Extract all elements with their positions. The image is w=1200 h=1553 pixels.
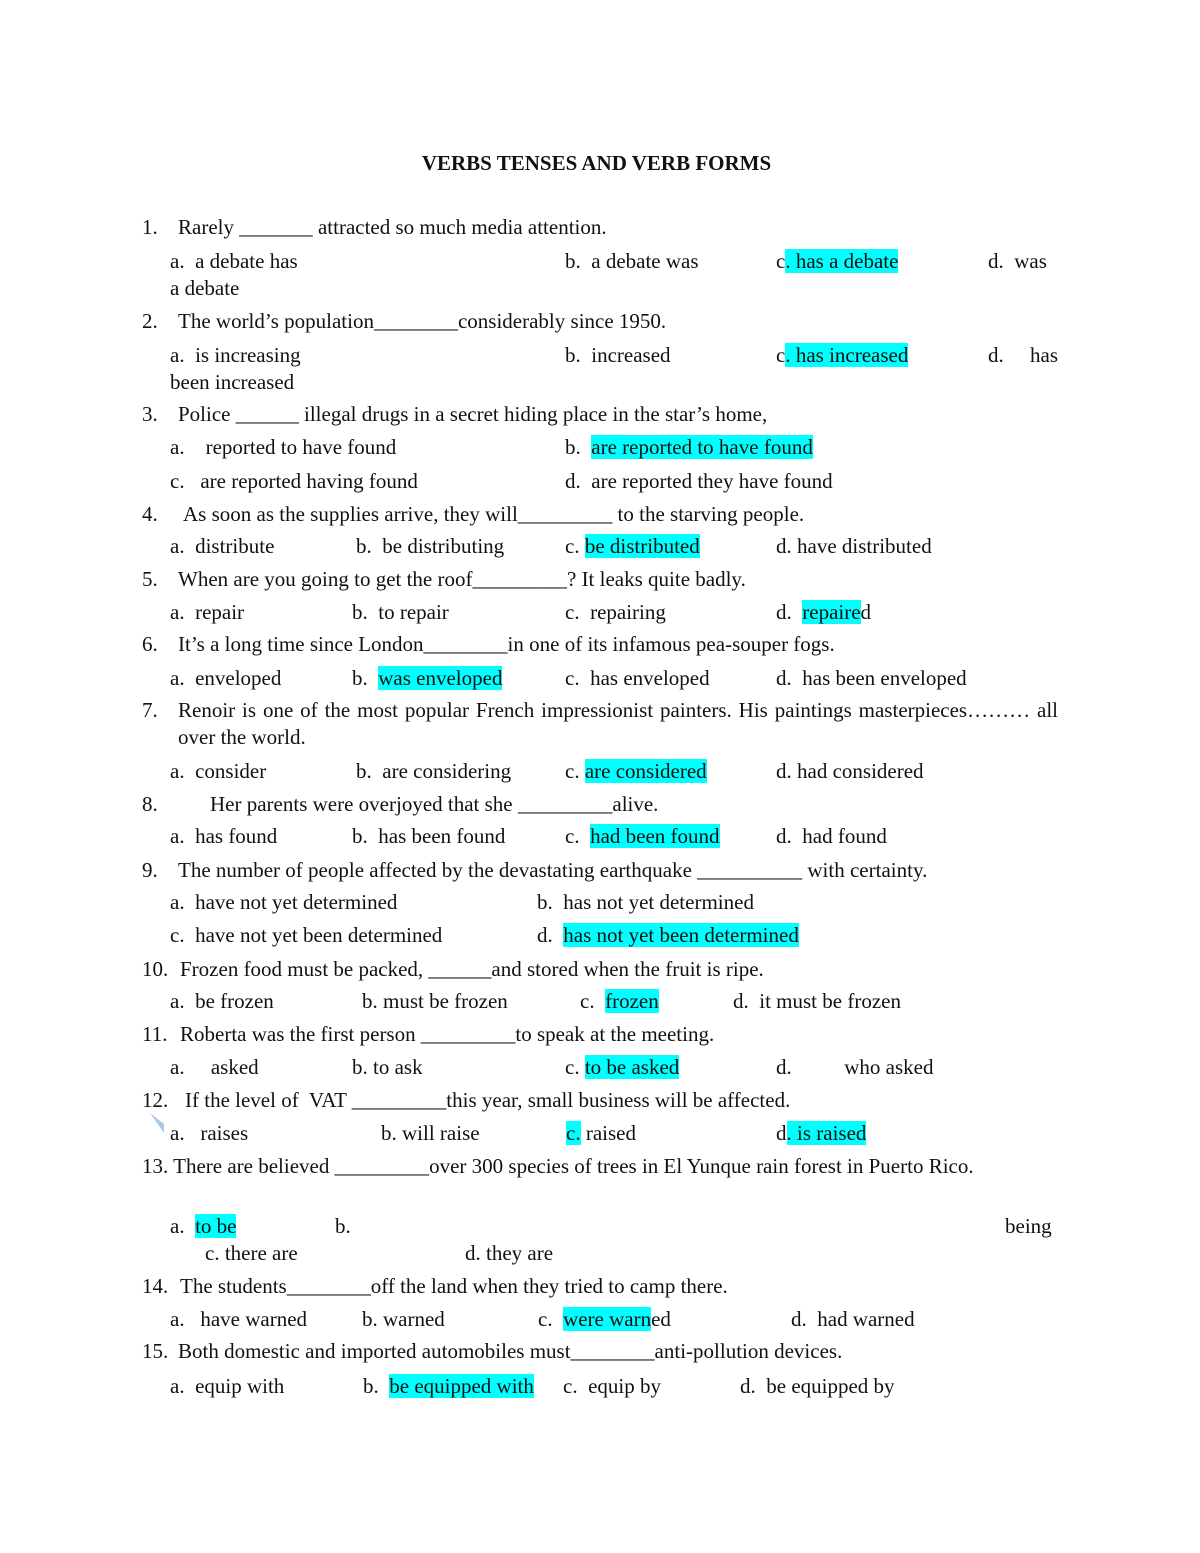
option-letter: c <box>776 343 786 367</box>
option-b: b. be distributing <box>356 534 505 558</box>
option-d: d. it must be frozen <box>733 989 901 1013</box>
option-d <box>776 1120 866 1146</box>
option-b <box>565 434 813 460</box>
option-d: d. are reported they have found <box>565 469 833 493</box>
option-d: d. who asked <box>776 1055 934 1079</box>
highlighted-answer: to be <box>195 1214 237 1238</box>
question-number: 15. <box>142 1339 169 1363</box>
option-a: a. a debate has <box>170 249 298 273</box>
question-text: The world’s population________considerably since 1950. <box>178 309 667 333</box>
option-a: a. consider <box>170 759 267 783</box>
option-b: b. will raise <box>381 1121 480 1145</box>
option-c: c. equip by <box>563 1374 661 1398</box>
question-text: Her parents were overjoyed that she _________alive. <box>210 792 659 816</box>
question-text: The students________off the land when they tried to camp there. <box>180 1274 728 1298</box>
highlighted-answer: . has a debate <box>785 249 899 273</box>
option-d: d. have distributed <box>776 534 932 558</box>
question-number: 12. <box>142 1088 169 1112</box>
option-letter: d. <box>776 600 803 624</box>
option-b: b. to repair <box>352 600 449 624</box>
question-text: Police ______ illegal drugs in a secret hiding place in the star’s home, <box>178 402 768 426</box>
option-b: b. to ask <box>352 1055 423 1079</box>
option-a: a. enveloped <box>170 666 282 690</box>
option-a: a. have not yet determined <box>170 890 398 914</box>
question-text: When are you going to get the roof_________? It leaks quite badly. <box>178 567 746 591</box>
option-d: d. was <box>988 249 1047 273</box>
option-a: a. repair <box>170 600 245 624</box>
option-d-continued: a debate <box>170 276 240 300</box>
option-d <box>776 599 871 625</box>
option-c: c. there are <box>205 1241 298 1265</box>
highlighted-answer: has not yet been determined <box>563 923 799 947</box>
option-d: d. be equipped by <box>740 1374 895 1398</box>
option-letter: c. <box>565 1055 585 1079</box>
question-text: Renoir is one of the most popular French impressionist painters. His paintings masterpieces……… all over the world. <box>178 698 1058 749</box>
option-a: a. have warned <box>170 1307 308 1331</box>
question-number: 5. <box>142 567 158 591</box>
option-b: b. are considering <box>356 759 512 783</box>
question-text: The number of people affected by the devastating earthquake __________ with certainty. <box>178 858 928 882</box>
option-letter: d. <box>537 923 564 947</box>
highlighted-answer: . has increased <box>785 343 909 367</box>
option-a: a. equip with <box>170 1374 285 1398</box>
option-d: d. has been enveloped <box>776 666 967 690</box>
question-text: Rarely _______ attracted so much media attention. <box>178 215 607 239</box>
option-d <box>537 922 799 948</box>
option-suffix: ed <box>651 1307 671 1331</box>
question-text: Roberta was the first person _________to speak at the meeting. <box>180 1022 715 1046</box>
question-text: Both domestic and imported automobiles must________anti-pollution devices. <box>178 1339 843 1363</box>
option-c <box>538 1306 671 1332</box>
option-letter: a. <box>170 1214 196 1238</box>
option-b: b. has been found <box>352 824 506 848</box>
option-b <box>352 665 502 691</box>
question-number: 3. <box>142 402 158 426</box>
option-b: b. <box>335 1214 351 1238</box>
option-b-text: being <box>1005 1214 1052 1238</box>
page-title: VERBS TENSES AND VERB FORMS <box>421 151 772 175</box>
option-letter: c. <box>565 759 585 783</box>
option-c: c. has enveloped <box>565 666 710 690</box>
option-c <box>566 1120 636 1146</box>
option-d: d. has <box>988 343 1058 367</box>
question-text: If the level of VAT _________this year, small business will be affected. <box>185 1088 791 1112</box>
option-c <box>565 758 707 784</box>
option-b <box>363 1373 534 1399</box>
option-d: d. had considered <box>776 759 924 783</box>
option-d: d. had warned <box>791 1307 915 1331</box>
question-number: 1. <box>142 215 158 239</box>
option-c <box>580 988 659 1014</box>
option-b: b. warned <box>362 1307 445 1331</box>
option-letter: c. <box>565 824 591 848</box>
question-number: 14. <box>142 1274 169 1298</box>
highlighted-answer: . is raised <box>786 1121 867 1145</box>
option-letter: b. <box>352 666 379 690</box>
question-text: As soon as the supplies arrive, they will_________ to the starving people. <box>183 502 805 526</box>
highlighted-answer: are reported to have found <box>591 435 813 459</box>
option-a: a. distribute <box>170 534 275 558</box>
comment-marker-icon[interactable] <box>150 1113 164 1133</box>
option-letter: c <box>776 249 786 273</box>
option-b: b. has not yet determined <box>537 890 754 914</box>
question-number: 10. <box>142 957 169 981</box>
option-a: a. reported to have found <box>170 435 397 459</box>
option-letter: b. <box>565 435 592 459</box>
option-d: d. had found <box>776 824 887 848</box>
option-c: c. have not yet been determined <box>170 923 443 947</box>
option-letter: c. <box>580 989 606 1013</box>
question-number: 6. <box>142 632 158 656</box>
option-a: a. raises <box>170 1121 249 1145</box>
option-suffix: raised <box>580 1121 636 1145</box>
option-a: a. be frozen <box>170 989 274 1013</box>
highlighted-answer: had been found <box>590 824 720 848</box>
option-c <box>776 342 908 368</box>
highlighted-answer: be equipped with <box>389 1374 534 1398</box>
highlighted-answer: was enveloped <box>378 666 503 690</box>
option-suffix: d <box>860 600 872 624</box>
option-a: a. is increasing <box>170 343 301 367</box>
highlighted-answer: c. <box>566 1121 581 1145</box>
highlighted-answer: to be asked <box>584 1055 680 1079</box>
highlighted-answer: frozen <box>605 989 659 1013</box>
question-number: 7. <box>142 698 158 722</box>
option-a <box>170 1213 236 1239</box>
question-number: 11. <box>142 1022 168 1046</box>
question-text: It’s a long time since London________in one of its infamous pea-souper fogs. <box>178 632 835 656</box>
highlighted-answer: repaire <box>802 600 861 624</box>
highlighted-answer: were warn <box>563 1307 652 1331</box>
option-c <box>565 533 700 559</box>
option-c <box>776 248 898 274</box>
option-c <box>565 1054 679 1080</box>
option-letter: b. <box>363 1374 390 1398</box>
option-c <box>565 823 720 849</box>
option-d-continued: been increased <box>170 370 295 394</box>
highlighted-answer: be distributed <box>584 534 700 558</box>
option-letter: c. <box>538 1307 564 1331</box>
option-b: b. increased <box>565 343 671 367</box>
highlighted-answer: are considered <box>584 759 707 783</box>
question-number: 2. <box>142 309 158 333</box>
question-number: 4. <box>142 502 158 526</box>
option-b: b. must be frozen <box>362 989 508 1013</box>
question-number: 8. <box>142 792 158 816</box>
option-b: b. a debate was <box>565 249 699 273</box>
question-number: 9. <box>142 858 158 882</box>
option-letter: d <box>776 1121 787 1145</box>
question-text: 13. There are believed _________over 300 species of trees in El Yunque rain forest in Puerto Rico. <box>142 1154 974 1178</box>
option-letter: c. <box>565 534 585 558</box>
option-c: c. are reported having found <box>170 469 418 493</box>
option-c: c. repairing <box>565 600 666 624</box>
question-text: Frozen food must be packed, ______and stored when the fruit is ripe. <box>180 957 764 981</box>
option-a: a. asked <box>170 1055 259 1079</box>
option-a: a. has found <box>170 824 278 848</box>
option-d: d. they are <box>465 1241 554 1265</box>
